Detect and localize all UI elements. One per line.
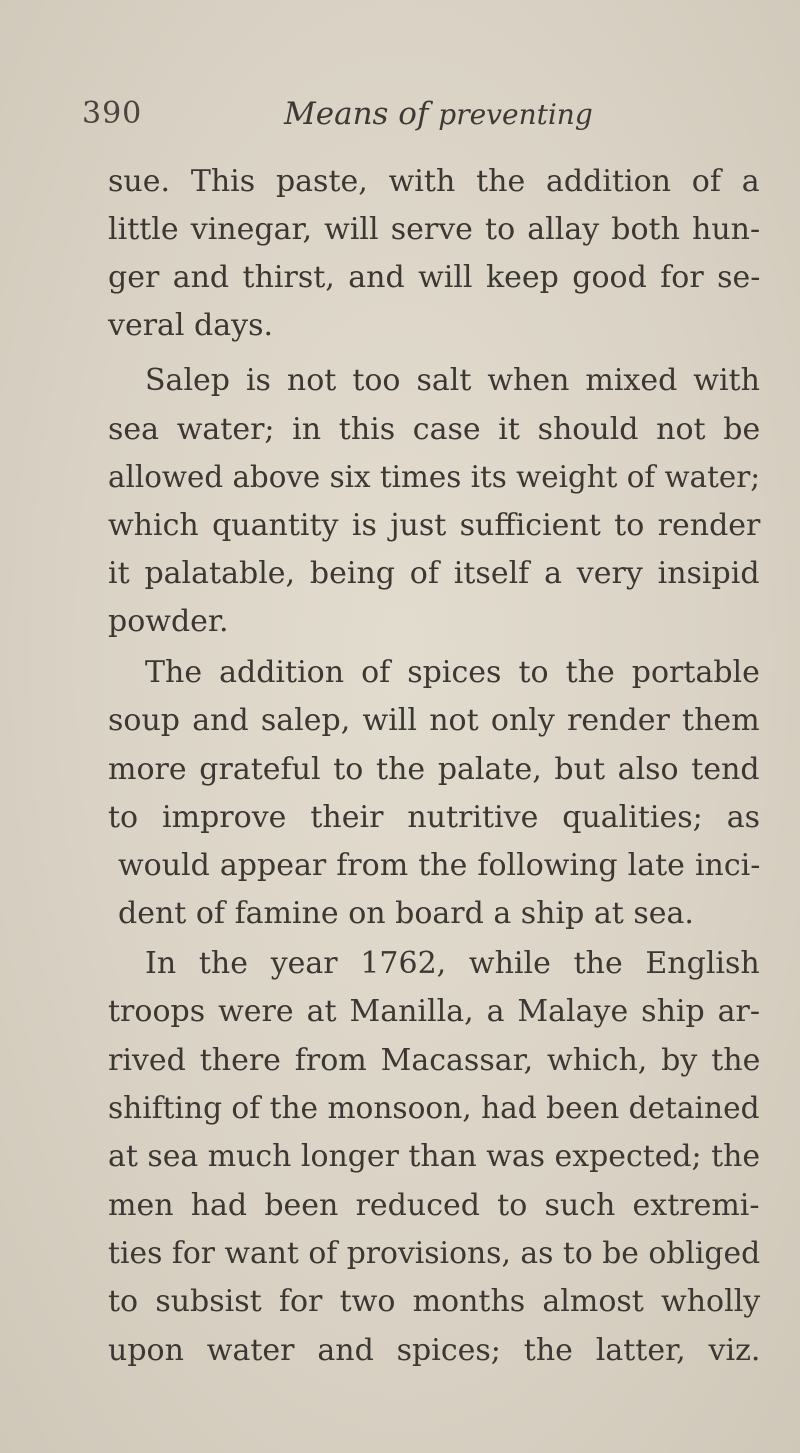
running-header (72, 96, 760, 136)
text-line: ger and thirst, and will keep good for se- (108, 260, 761, 295)
paragraph-start-line: In the year 1762, while the English (145, 946, 760, 981)
text-line: to improve their nutritive qualities; as (108, 800, 760, 835)
text-line: ties for want of provisions, as to be obliged (108, 1236, 761, 1271)
text-line: sue. This paste, with the addition of a (108, 164, 760, 199)
text-line: men had been reduced to such extremi- (108, 1188, 760, 1223)
text-line: which quantity is just sufficient to render (108, 508, 761, 543)
text-line: dent of famine on board a ship at sea. (118, 896, 694, 931)
running-title-main: Means of (284, 96, 429, 132)
paragraph-start-line: Salep is not too salt when mixed with (145, 363, 760, 398)
text-line: powder. (108, 604, 229, 639)
text-line: veral days. (108, 308, 274, 343)
text-line: little vinegar, will serve to allay both hun- (108, 212, 761, 247)
text-line: to subsist for two months almost wholly (108, 1284, 761, 1319)
text-line: sea water; in this case it should not be (108, 412, 761, 447)
text-line: it palatable, being of itself a very insipid (108, 556, 760, 591)
text-line: rived there from Macassar, which, by the (108, 1043, 761, 1078)
text-line: more grateful to the palate, but also tend (108, 752, 760, 787)
text-line: soup and salep, will not only render them (108, 703, 760, 738)
paragraph-start-line: The addition of spices to the portable (145, 655, 760, 690)
running-title (284, 96, 593, 132)
text-line: at sea much longer than was expected; the (108, 1139, 761, 1174)
text-line: troops were at Manilla, a Malaye ship ar- (108, 994, 761, 1029)
text-line: allowed above six times its weight of water; (108, 460, 761, 495)
text-line: shifting of the monsoon, had been detained (108, 1091, 760, 1126)
page-number: 390 (82, 96, 143, 131)
text-line: upon water and spices; the latter, viz. (108, 1333, 761, 1368)
text-line: would appear from the following late inci- (118, 848, 761, 883)
running-title-rest: preventing (438, 98, 593, 131)
